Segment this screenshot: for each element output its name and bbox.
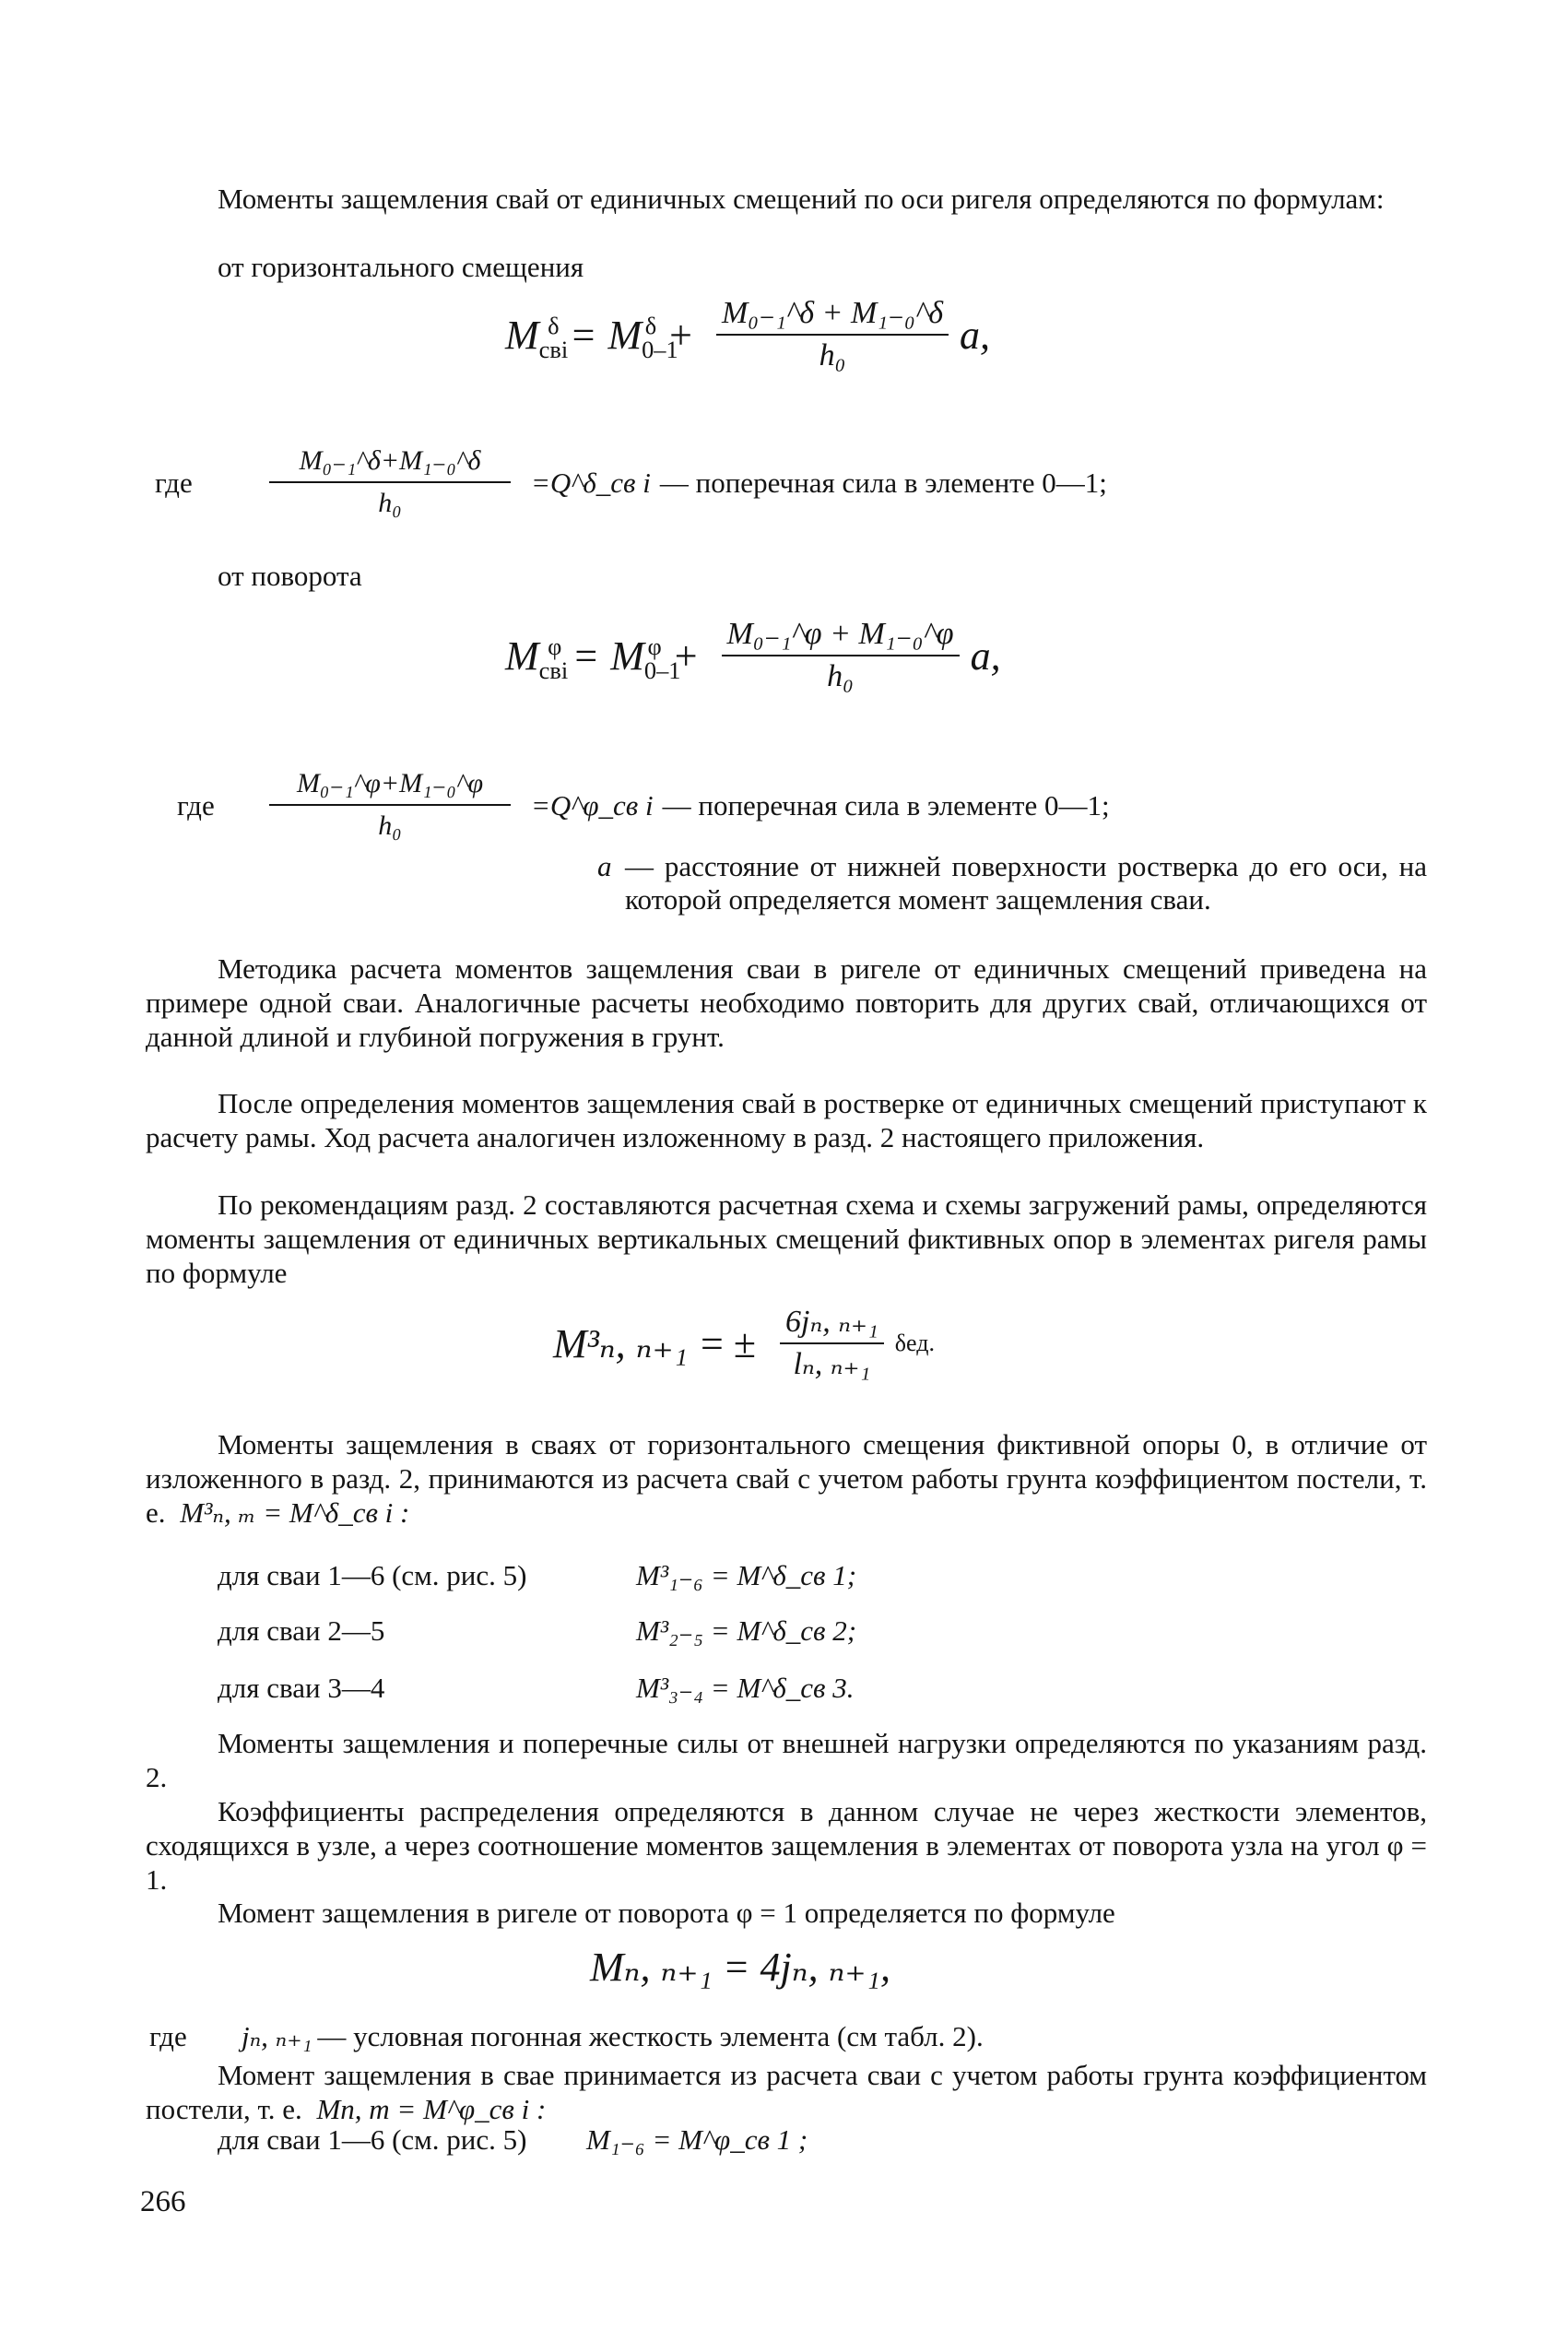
def1-rhs: =Q^δ_св i [531,466,651,499]
formula2-lhs: $M_{свi}^\varphi$ [505,632,569,684]
formula1-lhs: $M_{свi}^\delta$ [505,311,569,363]
def1-numerator: M₀₋₁^δ+M₁₋₀^δ [269,443,511,483]
formula2-eq: = [574,633,598,679]
pile-2-label: для сваи 2—5 [218,1614,385,1647]
def-a-symbol: a [597,850,612,882]
formula1-plus: + [669,312,692,358]
def1-text: — поперечная сила в элементе 0—1; [659,466,1107,499]
para4-text: Моменты защемления в сваях от горизонтального смещения фиктивной опоры 0, в отличие от изложенного в разд. 2, принимаются из расчета свай с учетом работы грунта коэффициентом постели, т. е. [146,1428,1427,1529]
def1-denominator: h₀ [378,488,402,518]
formula3-numerator: 6jₙ, ₙ₊₁ [780,1304,884,1344]
formula2-plus: + [674,633,698,679]
def2-text: — поперечная сила в элементе 0—1; [662,788,1110,822]
def2-rhs: =Q^φ_св i [531,788,654,822]
formula3-eq: = ± [701,1320,756,1366]
where-label-1: где [155,466,193,499]
def2-denominator: h₀ [378,810,402,841]
def-j-text: — условная погонная жесткость элемента (см табл. 2). [317,2020,984,2052]
formula1-tail: a, [960,312,991,358]
formula3-fraction [780,1304,884,1383]
pile-1-label: для сваи 1—6 (см. рис. 5) [218,1559,527,1591]
from-horizontal-label: от горизонтального смещения [218,251,584,283]
para4-formula: M³ₙ, ₘ = M^δ_св i : [180,1496,410,1529]
pile-3-value: M³₃₋₄ = M^δ_св 3. [636,1672,855,1704]
paragraph-rotation: Момент защемления в ригеле от поворота φ = 1 определяется по формуле [218,1897,1115,1929]
def2-fraction [269,765,511,845]
formula1-fraction [716,295,949,374]
formula1-numerator: M₀₋₁^δ + M₁₋₀^δ [716,295,949,336]
definition-shear-phi [177,765,1110,845]
last-pile-label: для сваи 1—6 (см. рис. 5) [218,2123,527,2156]
para8-formula: Mn, m = M^φ_св i : [316,2093,547,2125]
formula1-t1: $M_{0-1}^\delta$ [607,311,678,363]
def-a-text: — расстояние от нижней поверхности ростверка до его оси, на которой определяется момент защемления сваи. [625,850,1427,916]
paragraph-pile-moment [146,2058,1427,2126]
paragraph-distribution: Коэффициенты распределения определяются в данном случае не через жесткости элементов, сходящихся в узле, а через соотношение моментов защемления в элементах от поворота узла на угол φ = 1. [146,1795,1427,1896]
formula3-tail: δед. [894,1330,935,1356]
where-label-3: где [149,2020,187,2052]
formula2-t1: $M_{0-1}^\varphi$ [610,632,681,684]
formula-rotation [505,616,1001,695]
formula2-tail: a, [970,633,1001,679]
formula1-denominator: h₀ [819,338,846,372]
pile-3-label: для сваи 3—4 [218,1672,385,1704]
formula2-denominator: h₀ [827,659,854,693]
paragraph-horizontal-offset [146,1427,1427,1530]
from-rotation-label: от поворота [218,560,362,592]
formula-rotation-beam: Mₙ, ₙ₊₁ = 4jₙ, ₙ₊₁, [590,1945,890,1990]
definition-shear-delta [155,443,1107,522]
paragraph-method: Методика расчета моментов защемления сваи в ригеле от единичных смещений приведена на примере одной сваи. Аналогичные расчеты необходимо повторить для других свай, отличающихся от данной длиной и глубиной погружения в грунт. [146,952,1427,1053]
where-label-2: где [177,788,215,822]
formula2-fraction [722,616,960,695]
para8-text: Момент защемления в свае принимается из расчета сваи с учетом работы грунта коэффициентом постели, т. е. [146,2059,1427,2125]
def1-fraction [269,443,511,522]
last-pile-value: M₁₋₆ = M^φ_св 1 ; [586,2123,808,2156]
pile-1-value: M³₁₋₆ = M^δ_св 1; [636,1559,857,1591]
formula-fixed-end [553,1304,935,1383]
formula2-numerator: M₀₋₁^φ + M₁₋₀^φ [722,616,960,656]
formula3-lhs: M³ₙ, ₙ₊₁ [553,1320,689,1366]
definition-a [597,850,1427,916]
def-j-symbol: jₙ, ₙ₊₁ [242,2020,312,2052]
formula3-denominator: lₙ, ₙ₊₁ [793,1347,871,1381]
page-number: 266 [140,2185,186,2218]
formula-horizontal [505,295,990,374]
paragraph-after: После определения моментов защемления свай в ростверке от единичных смещений приступают к расчету рамы. Ход расчета аналогичен изложенному в разд. 2 настоящего приложения. [146,1087,1427,1153]
intro-paragraph: Моменты защемления свай от единичных смещений по оси ригеля определяются по формулам: [218,183,1385,215]
paragraph-external-load: Моменты защемления и поперечные силы от внешней нагрузки определяются по указаниям разд. 2. [146,1727,1427,1793]
definition-stiffness [149,2019,984,2053]
pile-2-value: M³₂₋₅ = M^δ_св 2; [636,1614,857,1647]
formula1-eq: = [572,312,595,358]
paragraph-recommendations: По рекомендациям разд. 2 составляются расчетная схема и схемы загружений рамы, определяются моменты защемления от единичных вертикальных смещений фиктивных опор в элементах ригеля рамы по формуле [146,1188,1427,1289]
def2-numerator: M₀₋₁^φ+M₁₋₀^φ [269,765,511,806]
